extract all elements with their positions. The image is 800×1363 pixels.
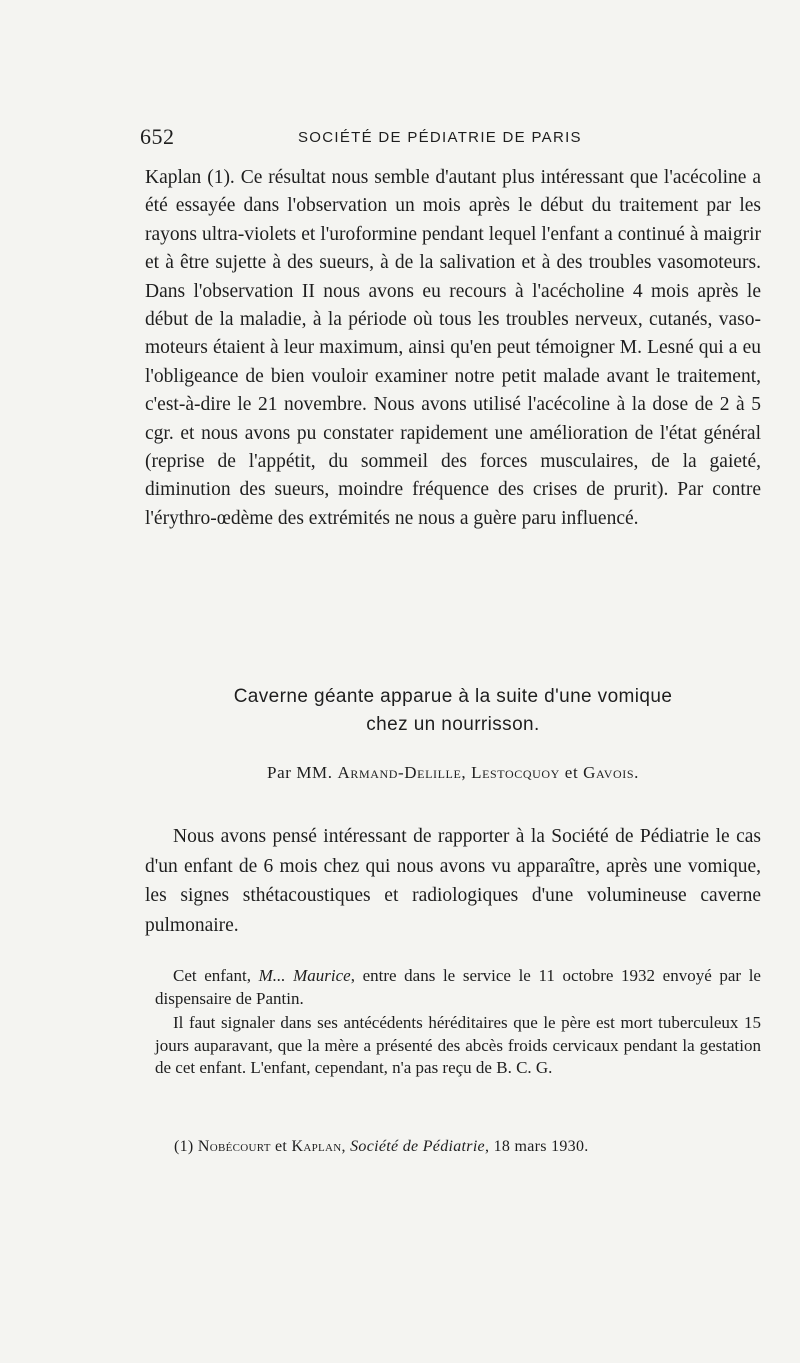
running-head: SOCIÉTÉ DE PÉDIATRIE DE PARIS xyxy=(298,129,582,146)
article-title-line1: Caverne géante apparue à la suite d'une vomique xyxy=(233,686,673,707)
footnote-journal: Société de Pédiatrie xyxy=(350,1138,485,1155)
authors-sep1: , xyxy=(461,763,472,782)
footnote-author2: Kaplan xyxy=(291,1138,342,1155)
footnote-date: , 18 mars 1930. xyxy=(484,1138,589,1155)
authors-end: . xyxy=(634,763,639,782)
article-title-line2: chez un nourrisson. xyxy=(366,714,540,735)
footnote-author1: Nobécourt xyxy=(197,1138,271,1155)
article-title xyxy=(145,683,761,739)
author-lestocquoy: Lestocquoy xyxy=(471,763,560,782)
paragraph-antecedents: Il faut signaler dans ses antécédents héréditaires que le père est mort tuberculeux 15 jours auparavant, que la mère a présenté des abcès froids cervicaux pendant la gestation de cet enfant. L'enfant, cependant, n'a pas reçu de B. C. G. xyxy=(155,1013,761,1077)
author-armand-delille: Armand-Delille xyxy=(337,763,462,782)
footnote xyxy=(174,1138,764,1156)
page-header xyxy=(140,124,760,154)
footnote-et: et xyxy=(270,1138,292,1155)
case-rest: , entre dans le service le 11 octobre 1932 envoyé par le dispensaire de Pantin. xyxy=(155,966,761,1008)
patient-name: M... Maurice xyxy=(258,966,351,985)
case-start: Cet enfant, xyxy=(173,966,259,985)
paragraph-kaplan: Kaplan (1). Ce résultat nous semble d'autant plus intéressant que l'acécoline a été essayée dans l'observation un mois après le début du traitement par les rayons ultra-violets et l'uroformine pendant lequel l'enfant a continué à maigrir et à être sujette à des sueurs, à de la salivation et à des troubles vasomoteurs. Dans l'observation II nous avons eu recours à l'acécholine 4 mois après le début de la maladie, à la période où tous les troubles nerveux, cutanés, vaso-moteurs étaient à leur maximum, ainsi qu'en peut témoigner M. Lesné qui a eu l'obligeance de bien vouloir examiner notre petit malade avant le traitement, c'est-à-dire le 21 novembre. Nous avons utilisé l'acécoline à la dose de 2 à 5 cgr. et nous avons pu constater rapidement une amélioration de l'état général (reprise de l'appétit, du sommeil des forces musculaires, de la gaieté, diminution des sueurs, moindre fréquence des crises de prurit). Par contre l'érythro-œdème des extrémités ne nous a guère paru influencé. xyxy=(145,167,761,529)
footnote-marker: (1) xyxy=(174,1138,198,1155)
author-gavois: Gavois xyxy=(583,763,635,782)
paragraph-intro: Nous avons pensé intéressant de rapporter à la Société de Pédiatrie le cas d'un enfant de 6 mois chez qui nous avons vu apparaître, après une vomique, les signes sthétacoustiques et radiologiques d'une volumineuse caverne pulmonaire. xyxy=(145,826,761,936)
paragraph-case xyxy=(155,965,761,1010)
footnote-comma: , xyxy=(341,1138,351,1155)
authors-sep2: et xyxy=(559,763,584,782)
article-authors xyxy=(145,763,761,783)
page-number: 652 xyxy=(140,124,175,149)
authors-prefix: Par MM. xyxy=(267,763,338,782)
